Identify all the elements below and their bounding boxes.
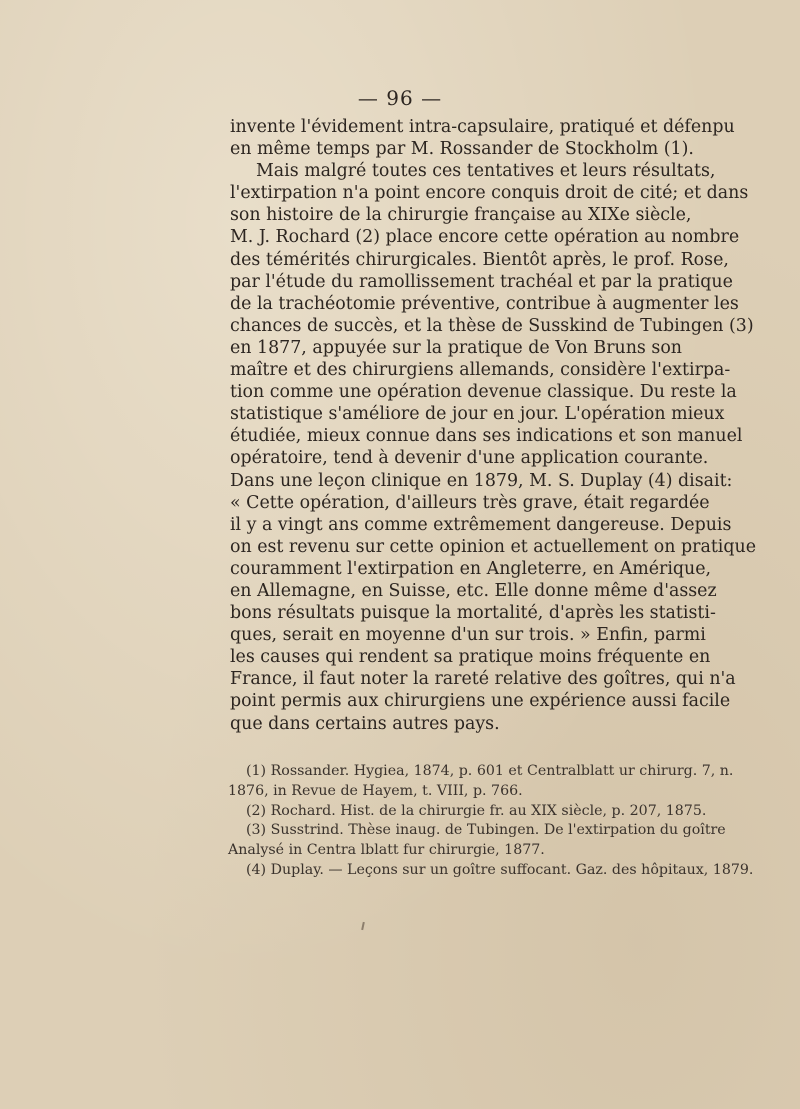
text-line: les causes qui rendent sa pratique moins fréquente en xyxy=(230,647,711,668)
footnote-line: 1876, in Revue de Hayem, t. VIII, p. 766. xyxy=(228,782,523,799)
footnote-line: (1) Rossander. Hygiea, 1874, p. 601 et Centralblatt ur chirurg. 7, n. xyxy=(246,763,734,779)
text-line: en Allemagne, en Suisse, etc. Elle donne même d'assez xyxy=(230,580,717,601)
text-line: étudiée, mieux connue dans ses indications et son manuel xyxy=(230,426,743,447)
text-line: il y a vingt ans comme extrêmement dangereuse. Depuis xyxy=(230,514,732,535)
text-line: l'extirpation n'a point encore conquis droit de cité; et dans xyxy=(230,183,749,204)
text-line: chances de succès, et la thèse de Susskind de Tubingen (3) xyxy=(230,315,754,336)
text-line: couramment l'extirpation en Angleterre, en Amérique, xyxy=(230,558,712,579)
body-text xyxy=(230,116,756,735)
ink-mark xyxy=(361,922,365,930)
text-line: par l'étude du ramollissement trachéal et par la pratique xyxy=(230,271,733,292)
text-line: bons résultats puisque la mortalité, d'après les statisti- xyxy=(230,603,716,624)
text-line: tion comme une opération devenue classique. Du reste la xyxy=(230,382,737,403)
text-line: opératoire, tend à devenir d'une application courante. xyxy=(230,448,709,469)
text-line: en même temps par M. Rossander de Stockholm (1). xyxy=(230,139,694,160)
text-line: statistique s'améliore de jour en jour. L'opération mieux xyxy=(230,404,725,425)
footnotes xyxy=(228,762,754,881)
footnote-line: (4) Duplay. — Leçons sur un goître suffocant. Gaz. des hôpitaux, 1879. xyxy=(246,861,754,878)
footnote-line: (3) Susstrind. Thèse inaug. de Tubingen. De l'extirpation du goître xyxy=(246,822,726,839)
page-number: — 96 — xyxy=(357,86,443,110)
text-line: Mais malgré toutes ces tentatives et leurs résultats, xyxy=(256,161,716,182)
text-line: des témérités chirurgicales. Bientôt après, le prof. Rose, xyxy=(230,249,729,270)
text-line: « Cette opération, d'ailleurs très grave, était regardée xyxy=(230,492,710,513)
footnote-line: (2) Rochard. Hist. de la chirurgie fr. au XIX siècle, p. 207, 1875. xyxy=(246,802,707,819)
text-line: maître et des chirurgiens allemands, considère l'extirpa- xyxy=(230,360,731,381)
text-line: de la trachéotomie préventive, contribue à augmenter les xyxy=(230,293,739,314)
footnote-line: Analysé in Centra lblatt fur chirurgie, 1877. xyxy=(228,842,545,859)
text-line: invente l'évidement intra-capsulaire, pratiqué et défenpu xyxy=(230,117,735,137)
text-line: point permis aux chirurgiens une expérience aussi facile xyxy=(230,691,731,712)
text-line: on est revenu sur cette opinion et actuellement on pratique xyxy=(230,536,756,557)
text-line: M. J. Rochard (2) place encore cette opération au nombre xyxy=(230,227,740,248)
text-line: Dans une leçon clinique en 1879, M. S. Duplay (4) disait: xyxy=(230,470,733,491)
text-line: France, il faut noter la rareté relative des goîtres, qui n'a xyxy=(230,669,736,690)
text-line: son histoire de la chirurgie française au XIXe siècle, xyxy=(230,205,692,226)
text-line: que dans certains autres pays. xyxy=(230,713,500,734)
text-line: en 1877, appuyée sur la pratique de Von Bruns son xyxy=(230,337,682,358)
text-line: ques, serait en moyenne d'un sur trois. » Enfin, parmi xyxy=(230,625,706,646)
